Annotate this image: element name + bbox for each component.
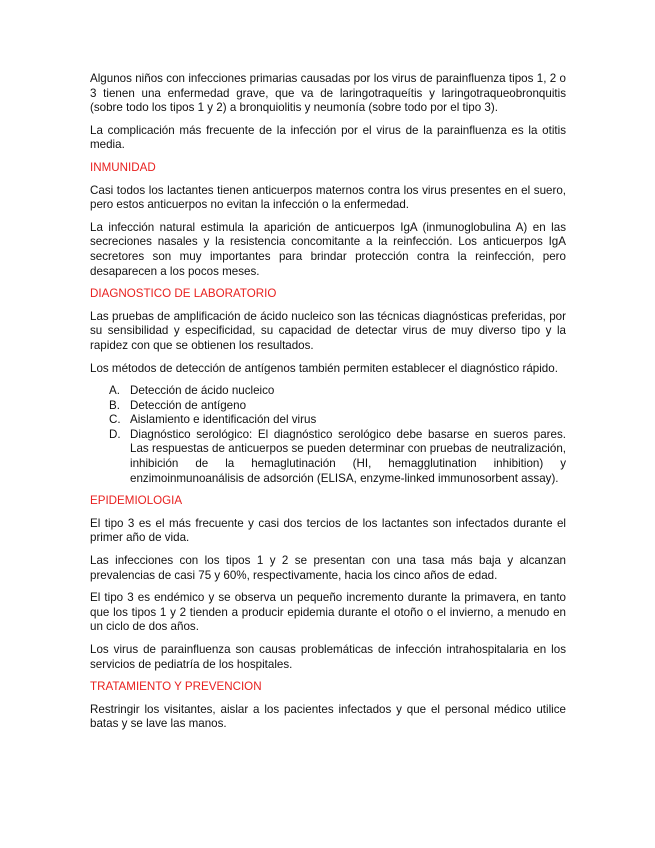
intro-paragraph-1: Algunos niños con infecciones primarias causadas por los virus de parainfluenza tipos 1, 2 o 3 tienen una enfermedad grave, que va de laringotraqueítis y laringotraqueobronquitis (sobre todo los tipos 1 y 2) a bronquiolitis y neumonía (sobre todo por el tipo 3). xyxy=(90,72,566,115)
document-page xyxy=(90,72,566,740)
epidemiologia-paragraph-2: Las infecciones con los tipos 1 y 2 se presentan con una tasa más baja y alcanzan prevalencias de casi 75 y 60%, respectivamente, hacia los cinco años de edad. xyxy=(90,554,566,582)
list-item xyxy=(109,427,566,486)
list-marker: C. xyxy=(109,413,121,427)
tratamiento-paragraph-1: Restringir los visitantes, aislar a los pacientes infectados y que el personal médico utilice batas y se lave las manos. xyxy=(90,702,566,731)
diagnostico-paragraph-1: Las pruebas de amplificación de ácido nucleico son las técnicas diagnósticas preferidas, por su sensibilidad y especificidad, su capacidad de detectar virus de muy diverso tipo y la rapidez con que se obtienen los resultados. xyxy=(90,309,566,352)
section-heading-diagnostico: DIAGNOSTICO DE LABORATORIO xyxy=(90,287,277,301)
epidemiologia-paragraph-4: Los virus de parainfluenza son causas problemáticas de infección intrahospitalaria en los servicios de pediatría de los hospitales. xyxy=(90,643,566,671)
list-item xyxy=(109,398,566,414)
section-heading-inmunidad: INMUNIDAD xyxy=(90,160,156,174)
inmunidad-paragraph-2: La infección natural estimula la aparición de anticuerpos IgA (inmunoglobulina A) en las secreciones nasales y la resistencia concomitante a la reinfección. Los anticuerpos IgA secretores son muy importantes para brindar protección contra la reinfección, pero desaparecen a los pocos meses. xyxy=(90,220,566,278)
epidemiologia-paragraph-1: El tipo 3 es el más frecuente y casi dos tercios de los lactantes son infectados durante el primer año de vida. xyxy=(90,516,566,545)
diagnostico-paragraph-2: Los métodos de detección de antígenos también permiten establecer el diagnóstico rápido. xyxy=(90,361,558,375)
inmunidad-paragraph-1: Casi todos los lactantes tienen anticuerpos maternos contra los virus presentes en el suero, pero estos anticuerpos no evitan la infección o la enfermedad. xyxy=(90,183,566,212)
section-heading-tratamiento: TRATAMIENTO Y PREVENCION xyxy=(90,680,262,694)
list-item xyxy=(109,413,566,428)
epidemiologia-paragraph-3: El tipo 3 es endémico y se observa un pequeño incremento durante la primavera, en tanto que los tipos 1 y 2 tienden a producir epidemia durante el otoño o el invierno, a menudo en un ciclo de dos años. xyxy=(90,591,566,634)
list-item-text: Diagnóstico serológico: El diagnóstico serológico debe basarse en sueros pares. Las respuestas de anticuerpos se pueden determinar con pruebas de neutralización, inhibición de la hemaglutinación (HI, hemagglutination inhibition) y enzimoinmunoanálisis de adsorción (ELISA, enzyme-linked immunosorbent assay). xyxy=(130,427,566,485)
list-marker: D. xyxy=(109,427,121,441)
list-item xyxy=(109,384,566,399)
list-marker: B. xyxy=(109,398,120,412)
list-item-text: Detección de antígeno xyxy=(130,398,247,412)
intro-paragraph-2: La complicación más frecuente de la infección por el virus de la parainfluenza es la otitis media. xyxy=(90,123,566,152)
list-item-text: Detección de ácido nucleico xyxy=(130,384,275,398)
list-item-text: Aislamiento e identificación del virus xyxy=(130,413,317,427)
list-marker: A. xyxy=(109,384,120,398)
section-heading-epidemiologia: EPIDEMIOLOGIA xyxy=(90,494,183,508)
diagnostic-methods-list xyxy=(90,384,566,486)
